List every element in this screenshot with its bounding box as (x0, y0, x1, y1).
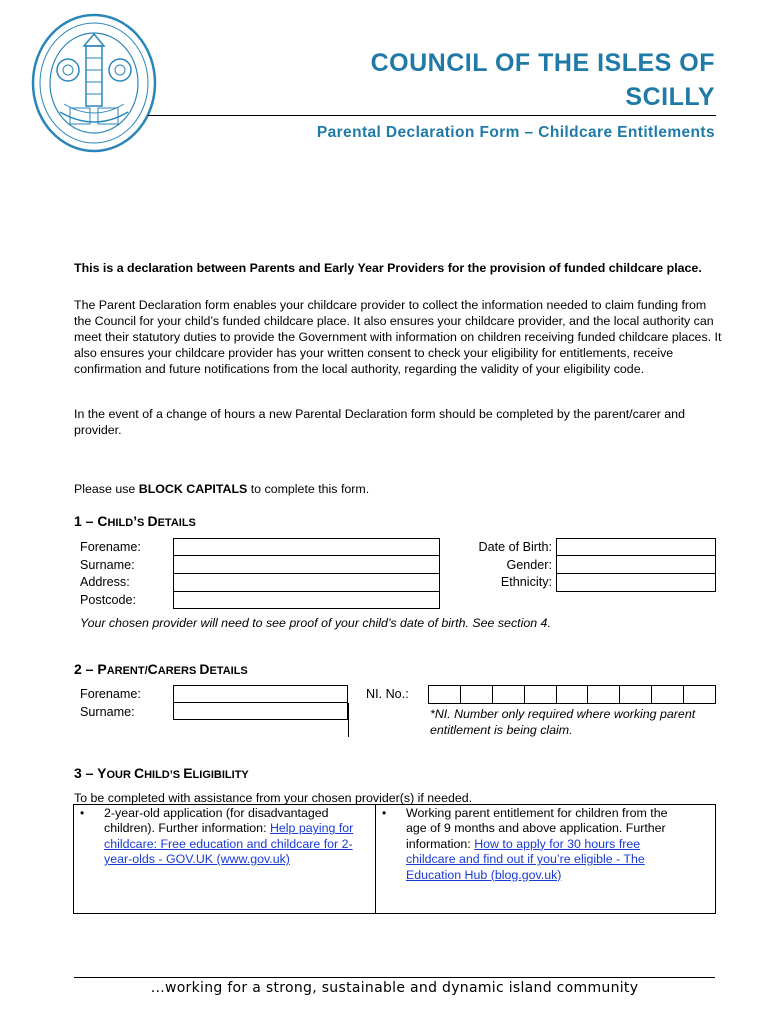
s1-s: S (137, 517, 148, 529)
child-gender-field[interactable] (556, 556, 716, 574)
caps-suffix: to complete this form. (247, 482, 370, 496)
s1-apos: ’ (133, 513, 138, 529)
ni-number-grid[interactable] (428, 685, 716, 704)
working-parent-cell (406, 806, 674, 883)
s1-rest2: ETAILS (157, 517, 196, 529)
child-forename-field[interactable] (173, 538, 440, 556)
footer-tagline: ...working for a strong, sustainable and dynamic island community (150, 980, 639, 996)
ni-cell[interactable] (428, 685, 460, 704)
section-3-heading (74, 765, 249, 781)
child-address-field[interactable] (173, 574, 440, 592)
s3-rest2: HILD’S (144, 769, 184, 781)
child-ethnicity-label: Ethnicity: (500, 575, 552, 589)
s1-c: C (97, 513, 108, 529)
s2-c: C (147, 661, 158, 677)
ni-cell[interactable] (524, 685, 556, 704)
two-year-old-link[interactable]: Help paying for childcare: Free education and childcare for 2-year-olds - GOV.UK (www.gov.uk) (104, 821, 354, 867)
s1-rest1: HILD (107, 517, 134, 529)
child-surname-field[interactable] (173, 556, 440, 574)
s2-d: D (199, 661, 210, 677)
title-divider (148, 115, 716, 116)
ni-cell[interactable] (619, 685, 651, 704)
working-parent-text: Working parent entitlement for children from the age of 9 months and above application. Further information: (406, 806, 668, 851)
council-seal-icon (30, 12, 158, 154)
footer-divider (74, 977, 715, 978)
child-dob-label: Date of Birth: (478, 540, 552, 554)
s3-rest1: OUR (106, 769, 134, 781)
s2-rest2: ARERS (157, 665, 200, 677)
s3-rest3: LIGIBILITY (192, 769, 249, 781)
ni-cell[interactable] (651, 685, 683, 704)
s1-num: 1 – (74, 513, 98, 529)
s3-e: E (183, 765, 193, 781)
parent-surname-label: Surname: (80, 704, 135, 719)
child-postcode-label: Postcode: (80, 592, 137, 607)
ni-cell[interactable] (587, 685, 619, 704)
ni-cell[interactable] (556, 685, 588, 704)
eligibility-instruction: To be completed with assistance from your chosen provider(s) if needed. (74, 791, 473, 805)
s2-num: 2 – (74, 661, 98, 677)
child-right-labels (430, 539, 552, 592)
child-dob-field[interactable] (556, 538, 716, 556)
intro-body: The Parent Declaration form enables your childcare provider to collect the information needed to claim funding from the Council for your child’s funded childcare place. It also ensures your childcare provider, and the local authority can meet their statutory duties to provide the Government with information on children receiving funded childcare places. It also ensures your childcare provider has your written consent to check your eligibility for entitlements, receive confirmation and future notifications from the local authority, regarding the validity of your eligibility code. (74, 298, 722, 376)
child-address-label: Address: (80, 575, 130, 589)
s2-rest1: ARENT/ (106, 665, 148, 677)
parent-field-divider (348, 703, 349, 737)
eligibility-divider (375, 804, 376, 914)
block-capitals-note (74, 481, 722, 497)
ni-label: NI. No.: (366, 687, 409, 701)
page-subtitle: Parental Declaration Form – Childcare Entitlements (316, 124, 715, 141)
caps-bold: BLOCK CAPITALS (138, 482, 248, 496)
intro-heading: This is a declaration between Parents and Early Year Providers for the provision of funded childcare place. (74, 261, 702, 275)
ni-cell[interactable] (492, 685, 524, 704)
two-year-old-cell (104, 806, 366, 868)
child-forename-label: Forename: (80, 540, 141, 554)
working-parent-link[interactable]: How to apply for 30 hours free childcare and find out if you’re eligible - The Education Hub (blog.gov.uk) (406, 836, 645, 882)
ni-cell[interactable] (460, 685, 492, 704)
parent-forename-label: Forename: (80, 687, 141, 701)
s3-c: C (133, 765, 145, 781)
ni-note: *NI. Number only required where working parent entitlement is being claim. (430, 707, 696, 737)
child-gender-label: Gender: (506, 557, 552, 572)
parent-surname-field[interactable] (173, 702, 348, 720)
child-postcode-field[interactable] (173, 591, 440, 609)
title-line-1: COUNCIL OF THE ISLES OF (370, 49, 715, 77)
change-note: In the event of a change of hours a new Parental Declaration form should be completed by the parent/carer and provider. (74, 407, 685, 437)
parent-forename-field[interactable] (173, 685, 348, 703)
section-1-heading (74, 513, 196, 529)
parent-labels (80, 686, 141, 721)
ni-cell[interactable] (683, 685, 716, 704)
s3-num: 3 – (74, 765, 98, 781)
child-surname-label: Surname: (80, 557, 135, 572)
child-ethnicity-field[interactable] (556, 574, 716, 592)
dob-proof-note: Your chosen provider will need to see proof of your child’s date of birth. See section 4. (80, 616, 551, 630)
two-year-old-text: 2-year-old application (for disadvantaged children). Further information: (104, 806, 329, 836)
section-2-heading (74, 661, 248, 677)
caps-prefix: Please use (74, 482, 139, 496)
child-labels (80, 539, 141, 609)
s2-rest3: ETAILS (209, 665, 248, 677)
title-line-2: SCILLY (625, 83, 715, 111)
s3-y: Y (97, 765, 107, 781)
s1-d: D (147, 513, 158, 529)
left-bullet: • (80, 806, 85, 820)
page-title (295, 46, 715, 114)
s2-p: P (97, 661, 107, 677)
right-bullet: • (382, 806, 387, 820)
